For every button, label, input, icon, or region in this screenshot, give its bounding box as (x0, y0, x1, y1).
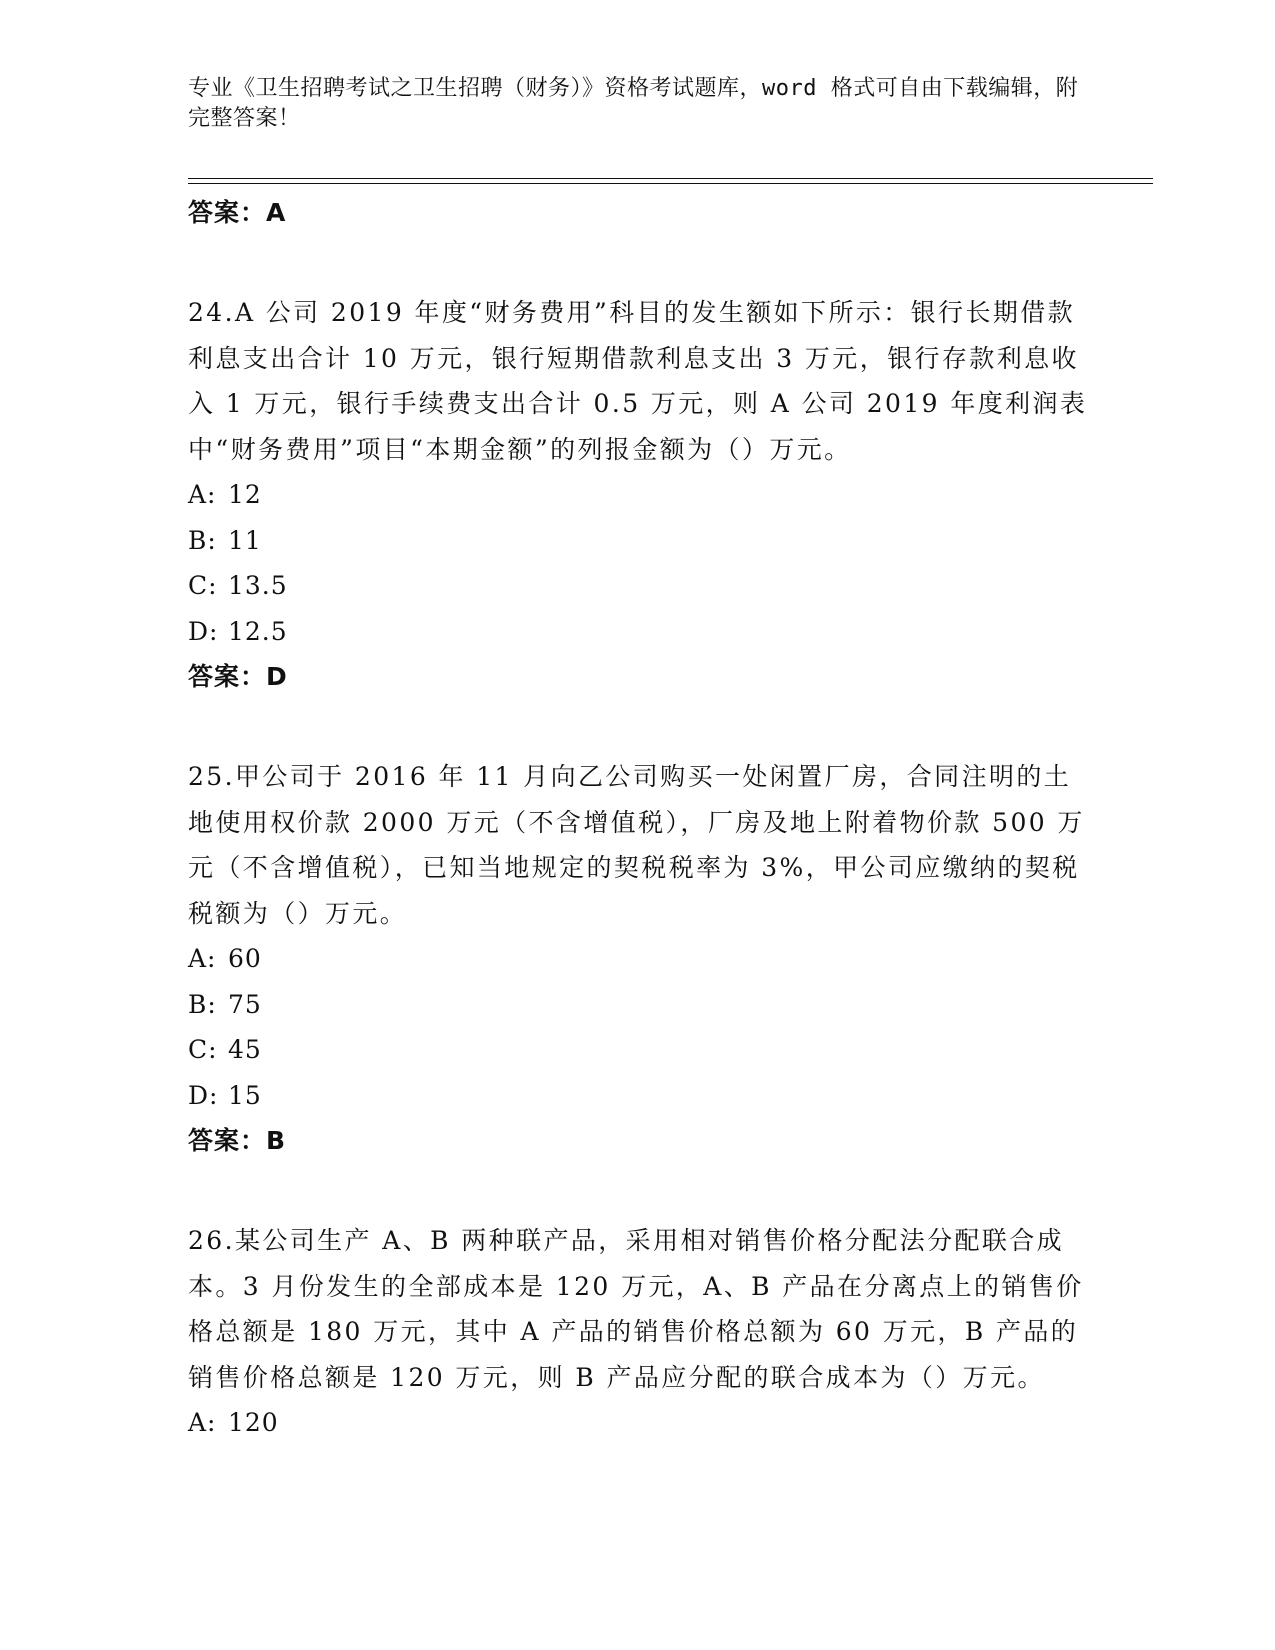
option-key: B: (188, 525, 217, 555)
option-d (188, 1073, 1088, 1119)
question-stem: 26.某公司生产 A、B 两种联产品，采用相对销售价格分配法分配联合成本。3 月份发生的全部成本是 120 万元，A、B 产品在分离点上的销售价格总额是 180 万元，其中 A 产品的销售价格总额为 60 万元，B 产品的销售价格总额是 120 万元，则 B 产品应分配的联合成本为（）万元。 (188, 1226, 1084, 1392)
answer-line: 答案：A (188, 198, 287, 227)
option-key: A: (188, 944, 217, 973)
option-key: D: (188, 616, 219, 646)
question-25 (188, 754, 1088, 1164)
option-c (188, 1027, 1088, 1073)
option-value: 15 (228, 1080, 262, 1110)
option-c (188, 563, 1088, 609)
option-b (188, 518, 1088, 564)
option-a (188, 1400, 1088, 1446)
document-header: 专业《卫生招聘考试之卫生招聘（财务）》资格考试题库，word 格式可自由下载编辑，附完整答案！ (188, 76, 1079, 131)
option-key: A: (188, 480, 217, 509)
answer-line: 答案：B (188, 1126, 287, 1155)
option-value: 60 (228, 944, 262, 973)
option-a (188, 936, 1088, 982)
option-key: B: (188, 989, 217, 1019)
question-list (188, 190, 1088, 1446)
option-a (188, 472, 1088, 518)
question-stem: 25.甲公司于 2016 年 11 月向乙公司购买一处闲置厂房，合同注明的土地使用权价款 2000 万元（不含增值税），厂房及地上附着物价款 500 万元（不含增值税），已知当地规定的契税税率为 3%，甲公司应缴纳的契税税额为（）万元。 (188, 762, 1085, 928)
question-26 (188, 1218, 1088, 1446)
option-key: D: (188, 1080, 219, 1110)
option-value: 45 (228, 1035, 262, 1064)
question-24 (188, 290, 1088, 700)
option-value: 13.5 (228, 571, 288, 600)
header-divider (188, 178, 1153, 184)
option-key: A: (188, 1408, 217, 1437)
option-value: 75 (228, 989, 262, 1019)
option-value: 12.5 (228, 616, 288, 646)
option-key: C: (188, 571, 218, 600)
question-stem: 24.A 公司 2019 年度“财务费用”科目的发生额如下所示：银行长期借款利息支出合计 10 万元，银行短期借款利息支出 3 万元，银行存款利息收入 1 万元，银行手续费支出合计 0.5 万元，则 A 公司 2019 年度利润表中“财务费用”项目“本期金额”的列报金额为（）万元。 (188, 298, 1088, 464)
option-value: 11 (228, 525, 262, 555)
option-key: C: (188, 1035, 218, 1064)
answer-line: 答案：D (188, 662, 288, 691)
option-d (188, 609, 1088, 655)
option-value: 120 (228, 1408, 279, 1437)
option-value: 12 (228, 480, 262, 509)
option-b (188, 982, 1088, 1028)
